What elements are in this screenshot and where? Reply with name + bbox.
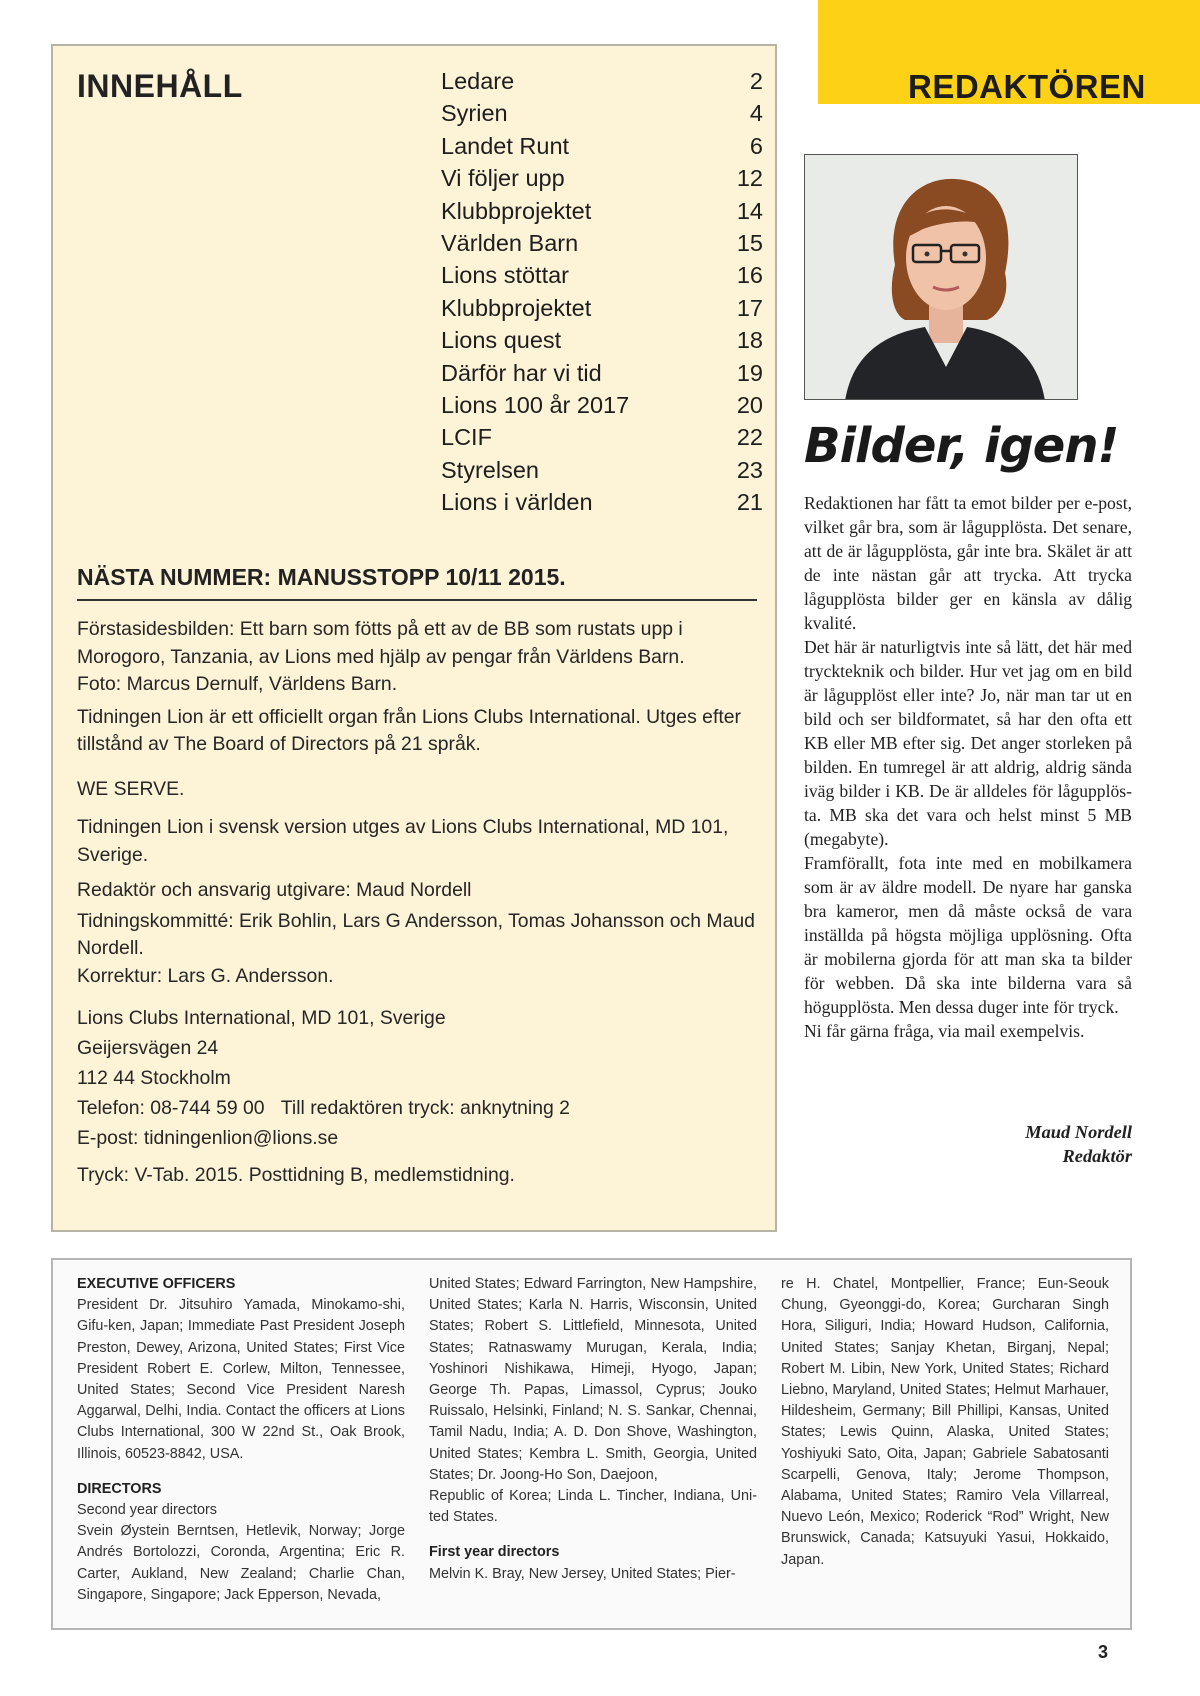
- editorial-body: [804, 491, 1132, 1043]
- print-info: Tryck: V-Tab. 2015. Posttidning B, medlemstidning.: [77, 1164, 515, 1186]
- phone-line: [77, 1093, 762, 1123]
- editor-credit: Redaktör och ansvarig utgivare: Maud Nordell: [77, 879, 472, 901]
- committee-credit: Tidningskommitté: Erik Bohlin, Lars G Andersson, Tomas Johansson och Maud Nordell.: [77, 909, 755, 959]
- contents-item[interactable]: [441, 100, 763, 132]
- proofreading-credit: Korrektur: Lars G. Andersson.: [77, 964, 334, 987]
- contents-item-title: Syrien: [441, 100, 508, 127]
- signature-title: Redaktör: [1062, 1146, 1132, 1166]
- contents-item-page: 22: [736, 424, 763, 451]
- photo-credit: Foto: Marcus Dernulf, Världens Barn.: [77, 673, 398, 695]
- second-year-text: Svein Øystein Berntsen, Hetlevik, Norway; Jorge Andrés Bortolozzi, Coronda, Argentina; Eric R. Carter, Aukland, New Zealand; Charlie Chan, Singapore, Singapore; Jack Epperson, Nevada,: [77, 1523, 405, 1603]
- contents-item[interactable]: [441, 230, 763, 262]
- contents-item-title: Klubbprojektet: [441, 294, 592, 321]
- contents-item-title: Vi följer upp: [441, 165, 565, 192]
- contents-item[interactable]: [441, 133, 763, 165]
- directors-text-continued: Republic of Korea; Linda L. Tincher, Indiana, United States.: [429, 1488, 757, 1526]
- contents-item[interactable]: [441, 198, 763, 230]
- editorial-signature: [1025, 1120, 1132, 1168]
- contents-item-page: 15: [736, 229, 763, 256]
- section-title: REDAKTÖREN: [908, 68, 1146, 105]
- contents-item-page: 14: [736, 197, 763, 224]
- contents-item-page: 20: [736, 391, 763, 418]
- contents-item-page: 6: [749, 132, 763, 159]
- contents-item[interactable]: [441, 327, 763, 359]
- editor-portrait: [804, 154, 1078, 400]
- contents-item-page: 21: [736, 489, 763, 516]
- page-number: 3: [1098, 1642, 1109, 1662]
- executive-officers-text: President Dr. Jitsuhiro Yamada, Minokamo-shi, Gifu-ken, Japan; Immediate Past President Joseph Preston, Dewey, Arizona, United States; First Vice President Robert E. Corlew, Milton, Tennessee, United States; Second Vice President Naresh Aggarwal, Delhi, India. Contact the officers at Lions Clubs International, 300 W 22nd St., Oak Brook, Illinois, 60523-8842, USA.: [77, 1297, 405, 1462]
- contents-item-page: 17: [736, 294, 763, 321]
- contents-item[interactable]: [441, 262, 763, 294]
- address-org: Lions Clubs International, MD 101, Sverige: [77, 1007, 446, 1029]
- contents-item-title: Världen Barn: [441, 229, 579, 256]
- directors-heading: DIRECTORS: [77, 1480, 162, 1497]
- publisher-note: Tidningen Lion i svensk version utges av Lions Clubs International, MD 101, Sverige.: [77, 816, 729, 866]
- editorial-paragraph: Framförallt, fota inte med en mobilkamera som är av äldre modell. De nyare har ganska bra kameror, men då måste också de vara inställda på högsta möjliga upplösning. Ofta är mobilerna gjorda för att man ska ta bilder för webben. Då ska inte bilderna vara så högupplösta. Men dessa duger inte för tryck.: [804, 853, 1132, 1017]
- contents-item-title: Klubbprojektet: [441, 197, 592, 224]
- contents-item[interactable]: [441, 489, 763, 521]
- contents-item[interactable]: [441, 424, 763, 456]
- phone-number: Telefon: 08-744 59 00: [77, 1097, 265, 1119]
- contents-item-title: Styrelsen: [441, 456, 539, 483]
- imprint: [77, 616, 762, 1190]
- officers-box: [51, 1258, 1132, 1630]
- contents-item-page: 23: [736, 456, 763, 483]
- editorial-paragraph: Det här är naturligtvis inte så lätt, det här med tryckteknik och bilder. Hur vet jag om en bild är lågupplöst eller inte? Jo, när man tar ut en bild och ser bildformatet, så har den ofta ett KB eller MB efter sig. Det anger storleken på bilden. En tumregel är att aldrig, aldrig sända iväg bilder i KB. De är alldeles för lågupplösta. MB ska det vara och helst minst 5 MB (megabyte).: [804, 637, 1132, 849]
- contents-item-title: Lions 100 år 2017: [441, 391, 630, 418]
- contents-item[interactable]: [441, 295, 763, 327]
- contents-item[interactable]: [441, 457, 763, 489]
- first-year-text-continued: re H. Chatel, Montpellier, France; Eun-Seouk Chung, Gyeonggi-do, Korea; Gurcharan Singh Hora, Siliguri, India; Howard Hudson, California, United States; Sanjay Khetan, Birganj, Nepal; Robert M. Libin, New York, United States; Richard Liebno, Maryland, United States; Helmut Marhauer, Hildesheim, Germany; Bill Phillipi, Kansas, United States; Lewis Quinn, Alaska, United States; Yoshiyuki Sato, Oita, Japan; Gabriele Sabatosanti Scarpelli, Genova, Italy; Jerome Thompson, Alabama, United States; Ramiro Vela Villarreal, Nuevo León, Mexico; Roderick “Rod” Wright, New Brunswick, Canada; Katsuyuki Yasui, Hokkaido, Japan.: [781, 1276, 1109, 1568]
- contents-item-page: 12: [736, 165, 763, 192]
- contents-item-title: Ledare: [441, 68, 515, 94]
- editorial-paragraph: Redaktionen har fått ta emot bilder per e-post, vilket går bra, som är lågupplösta. Det senare, att de är lågupplösta, går inte bra. Skälet är att de inte nästan går att trycka. Att trycka lågupplösta bilder ger en känsla av dålig kvalité.: [804, 493, 1132, 633]
- official-note: Tidningen Lion är ett officiellt organ från Lions Clubs International. Utges efter tillstånd av The Board of Directors på 21 språk.: [77, 705, 741, 755]
- contents-item[interactable]: [441, 360, 763, 392]
- next-issue-deadline: NÄSTA NUMMER: MANUSSTOPP 10/11 2015.: [77, 564, 757, 601]
- contents-item-page: 2: [749, 68, 763, 94]
- signature-name: Maud Nordell: [1025, 1122, 1132, 1142]
- directors-text: United States; Edward Farrington, New Hampshire, United States; Karla N. Harris, Wisconsin, United States; Robert S. Littlefield, Minnesota, United States; Ratnaswamy Murugan, Kerala, India; Yoshinori Nishikawa, Himeji, Hyogo, Japan; George Th. Papas, Limassol, Cyprus; Jouko Ruissalo, Helsinki, Finland; N. S. Sankar, Chennai, Tamil Nadu, India; A. D. Don Shove, Washington, United States; Kembra L. Smith, Georgia, United States; Dr. Joong-Ho Son, Daejoon,: [429, 1276, 757, 1483]
- contents-item[interactable]: [441, 392, 763, 424]
- contents-item[interactable]: [441, 165, 763, 197]
- contents-item-title: Landet Runt: [441, 132, 570, 159]
- editorial-headline: Bilder, igen!: [804, 418, 1119, 474]
- portrait-illustration: [805, 155, 1078, 400]
- motto: WE SERVE.: [77, 777, 185, 800]
- contents-item-page: 18: [736, 327, 763, 354]
- contents-item-page: 4: [749, 100, 763, 127]
- address-street: Geijersvägen 24: [77, 1037, 219, 1059]
- officers-column-2: [429, 1274, 757, 1585]
- email-link[interactable]: E-post: tidningenlion@lions.se: [77, 1127, 339, 1149]
- address-city: 112 44 Stockholm: [77, 1067, 231, 1089]
- contents-item-title: LCIF: [441, 424, 492, 451]
- cover-caption: Förstasidesbilden: Ett barn som fötts på ett av de BB som rustats upp i Morogoro, Tanzania, av Lions med hjälp av pengar från Världens Barn.: [77, 618, 685, 668]
- phone-editor-ext: Till redaktören tryck: anknytning 2: [280, 1097, 570, 1119]
- first-year-text: Melvin K. Bray, New Jersey, United States; Pier-: [429, 1565, 736, 1582]
- contents-item[interactable]: [441, 68, 763, 100]
- contents-item-title: Lions stöttar: [441, 262, 570, 289]
- contents-item-title: Därför har vi tid: [441, 359, 602, 386]
- contents-item-page: 19: [736, 359, 763, 386]
- contents-item-title: Lions i världen: [441, 489, 593, 516]
- officers-column-3: [781, 1274, 1109, 1571]
- editorial-paragraph: Ni får gärna fråga, via mail exempelvis.: [804, 1021, 1085, 1041]
- officers-column-1: [77, 1274, 405, 1606]
- second-year-heading: Second year directors: [77, 1502, 217, 1519]
- contents-item-title: Lions quest: [441, 327, 562, 354]
- contents-item-page: 16: [736, 262, 763, 289]
- contents-list: [441, 68, 763, 521]
- contents-heading: INNEHÅLL: [77, 68, 243, 104]
- executive-officers-heading: EXECUTIVE OFFICERS: [77, 1276, 236, 1292]
- first-year-heading: First year directors: [429, 1544, 560, 1561]
- contents-box: [51, 44, 777, 1232]
